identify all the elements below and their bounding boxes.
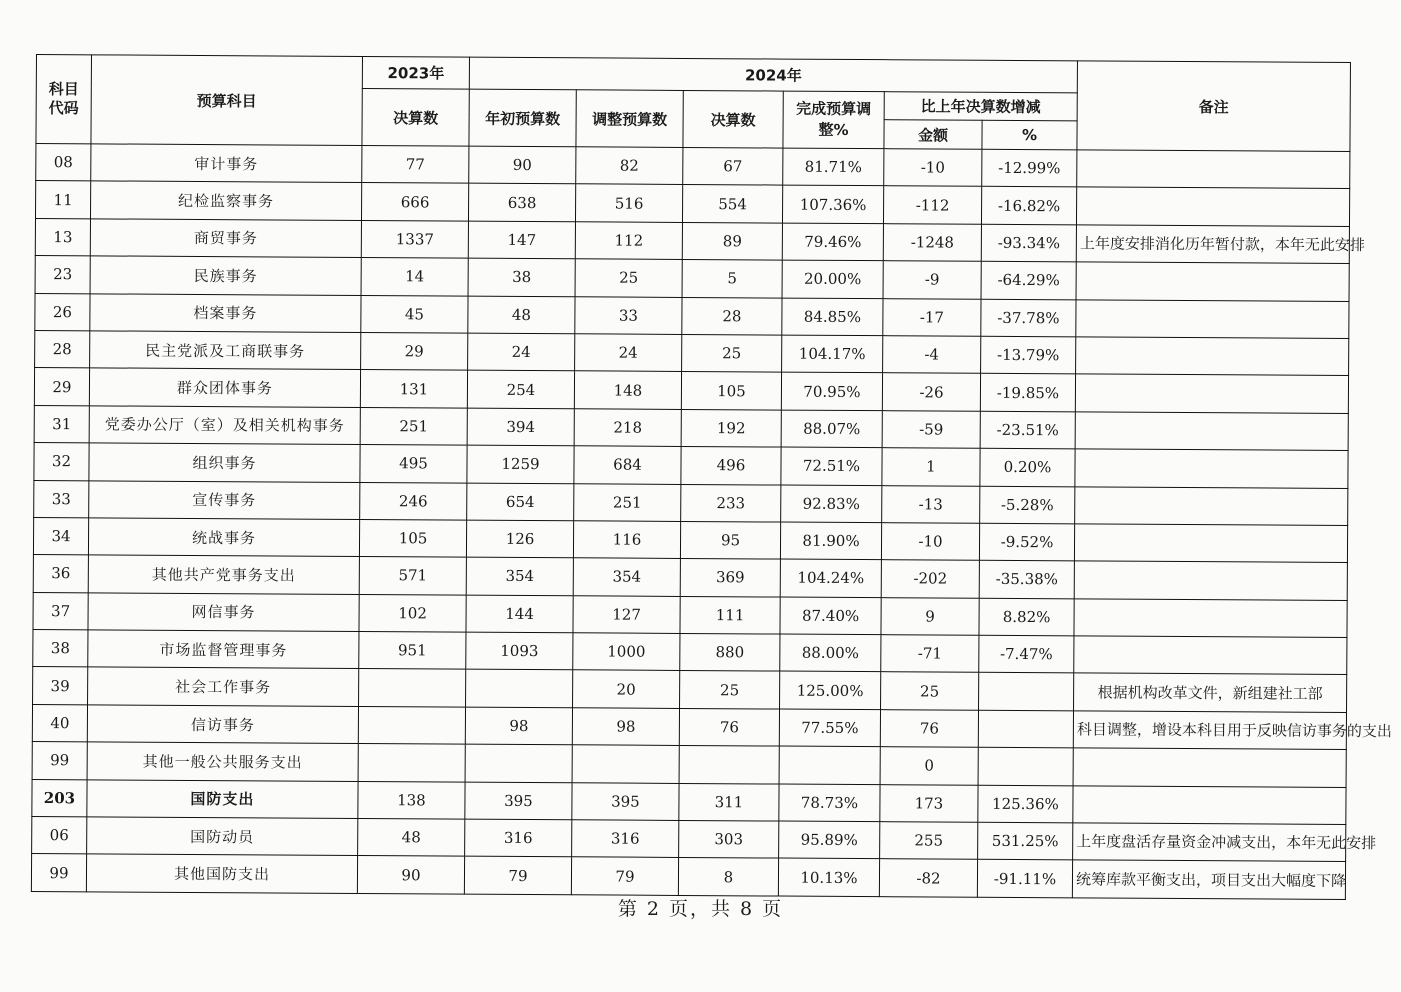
cell-final-2023: 131 [360, 370, 467, 408]
cell-subject-name: 统战事务 [88, 518, 359, 557]
cell-change-pct: -93.34% [981, 224, 1076, 262]
cell-change-pct: 0.20% [980, 448, 1075, 486]
cell-subject-name: 网信事务 [88, 593, 359, 632]
cell-final-2024: 192 [681, 409, 781, 447]
cell-change-pct: -5.28% [980, 486, 1075, 524]
cell-change-pct: -16.82% [981, 187, 1076, 225]
cell-change-pct [978, 748, 1073, 786]
page-number: 第 2 页，共 8 页 [617, 898, 784, 920]
cell-adjusted-budget: 684 [574, 446, 681, 484]
cell-remark [1075, 374, 1348, 413]
cell-completion-pct: 81.90% [780, 522, 881, 560]
header-year-2023: 2023年 [362, 56, 469, 89]
cell-subject-code: 06 [32, 817, 87, 855]
cell-subject-code: 08 [36, 144, 91, 182]
cell-final-2024: 95 [680, 521, 780, 559]
cell-final-2023: 495 [360, 445, 467, 483]
cell-subject-code: 23 [35, 256, 90, 294]
cell-change-amount: -1248 [883, 223, 981, 261]
cell-final-2024: 5 [682, 260, 782, 298]
cell-completion-pct: 104.17% [782, 335, 883, 373]
header-change-pct: % [982, 120, 1077, 150]
cell-change-pct: -35.38% [979, 561, 1074, 599]
cell-adjusted-budget: 354 [573, 558, 680, 596]
header-year-2024: 2024年 [469, 57, 1077, 93]
cell-remark [1073, 748, 1346, 787]
cell-initial-budget: 394 [467, 408, 574, 446]
cell-final-2023: 29 [361, 332, 468, 370]
cell-change-pct: -64.29% [981, 261, 1076, 299]
header-initial-budget: 年初预算数 [469, 89, 576, 147]
cell-adjusted-budget [572, 745, 679, 783]
cell-final-2023: 14 [361, 258, 468, 296]
cell-subject-name: 国防动员 [87, 817, 358, 856]
cell-subject-code: 36 [33, 555, 88, 593]
cell-initial-budget: 126 [466, 520, 573, 558]
cell-final-2024: 111 [680, 596, 780, 634]
cell-adjusted-budget: 33 [575, 296, 682, 334]
cell-completion-pct: 10.13% [778, 858, 879, 896]
cell-adjusted-budget: 116 [573, 521, 680, 559]
cell-subject-code: 99 [31, 854, 86, 892]
cell-final-2024: 25 [682, 334, 782, 372]
header-remark: 备注 [1077, 61, 1351, 152]
cell-remark [1074, 524, 1347, 563]
cell-completion-pct: 88.07% [781, 410, 882, 448]
cell-adjusted-budget: 79 [571, 857, 678, 895]
cell-remark [1074, 561, 1347, 600]
cell-remark: 根据机构改革文件，新组建社工部 [1074, 673, 1347, 712]
cell-change-amount: -13 [882, 485, 980, 523]
header-completion: 完成预算调整% [783, 91, 884, 149]
cell-subject-code: 39 [33, 667, 88, 705]
cell-subject-name: 民族事务 [90, 256, 361, 295]
cell-initial-budget: 654 [467, 483, 574, 521]
cell-final-2024: 28 [682, 297, 782, 335]
cell-final-2023: 251 [360, 407, 467, 445]
cell-change-pct: -12.99% [982, 149, 1077, 187]
cell-completion-pct: 81.71% [783, 148, 884, 186]
cell-remark [1076, 299, 1349, 338]
cell-final-2024: 554 [682, 185, 782, 223]
cell-subject-name: 民主党派及工商联事务 [90, 331, 361, 370]
cell-subject-code: 37 [33, 592, 88, 630]
cell-remark: 上年度安排消化历年暂付款，本年无此安排 [1076, 225, 1349, 264]
cell-adjusted-budget: 127 [573, 595, 680, 633]
cell-subject-code: 33 [34, 480, 89, 518]
cell-adjusted-budget: 24 [575, 334, 682, 372]
header-change-amount: 金额 [884, 120, 982, 150]
cell-change-amount: 0 [880, 747, 978, 785]
cell-final-2023 [358, 706, 465, 744]
cell-completion-pct: 72.51% [781, 447, 882, 485]
cell-subject-name: 市场监督管理事务 [88, 630, 359, 669]
cell-remark: 科目调整，增设本科目用于反映信访事务的支出 [1073, 711, 1346, 750]
cell-adjusted-budget: 98 [572, 708, 679, 746]
cell-remark [1074, 599, 1347, 638]
cell-subject-code: 31 [34, 405, 89, 443]
cell-final-2023: 1337 [361, 220, 468, 258]
cell-change-amount: -112 [883, 186, 981, 224]
cell-initial-budget: 90 [469, 146, 576, 184]
cell-final-2023 [358, 744, 465, 782]
cell-adjusted-budget: 251 [574, 483, 681, 521]
cell-adjusted-budget: 148 [574, 371, 681, 409]
cell-completion-pct: 125.00% [780, 672, 881, 710]
cell-subject-name: 信访事务 [87, 705, 358, 744]
cell-adjusted-budget: 516 [575, 184, 682, 222]
cell-change-amount: -10 [881, 523, 979, 561]
cell-initial-budget: 638 [468, 184, 575, 222]
cell-initial-budget [465, 744, 572, 782]
cell-final-2024: 67 [683, 147, 783, 185]
cell-final-2024: 89 [682, 222, 782, 260]
cell-completion-pct: 92.83% [781, 485, 882, 523]
cell-change-amount: -10 [884, 149, 982, 187]
cell-final-2023: 90 [357, 856, 464, 894]
cell-change-amount: 173 [880, 784, 978, 822]
cell-final-2024: 105 [681, 372, 781, 410]
cell-subject-name: 其他共产党事务支出 [88, 555, 359, 594]
cell-remark: 统筹库款平衡支出，项目支出大幅度下降 [1072, 860, 1345, 899]
cell-change-pct [978, 710, 1073, 748]
cell-adjusted-budget: 316 [572, 820, 679, 858]
cell-final-2024: 76 [679, 708, 779, 746]
cell-change-amount: 1 [882, 448, 980, 486]
cell-initial-budget: 1259 [467, 445, 574, 483]
cell-change-amount: -4 [883, 336, 981, 374]
cell-initial-budget: 395 [465, 782, 572, 820]
cell-remark [1077, 150, 1350, 189]
cell-adjusted-budget: 218 [574, 409, 681, 447]
cell-change-amount: -82 [879, 859, 977, 897]
cell-subject-code: 40 [32, 704, 87, 742]
cell-initial-budget: 24 [468, 333, 575, 371]
cell-initial-budget: 254 [467, 370, 574, 408]
cell-change-amount: 25 [881, 672, 979, 710]
cell-remark [1075, 449, 1348, 488]
table-body [31, 144, 1392, 900]
cell-subject-name: 审计事务 [91, 144, 362, 183]
budget-table [31, 54, 1392, 900]
cell-change-pct: 125.36% [978, 785, 1073, 823]
cell-subject-code: 32 [34, 443, 89, 481]
cell-remark [1074, 636, 1347, 675]
cell-change-pct: 531.25% [978, 822, 1073, 860]
cell-subject-code: 34 [33, 517, 88, 555]
cell-change-amount: -17 [883, 298, 981, 336]
cell-change-pct: -37.78% [981, 299, 1076, 337]
header-code: 科目 代码 [36, 55, 92, 144]
cell-final-2023: 571 [359, 557, 466, 595]
cell-adjusted-budget: 1000 [573, 633, 680, 671]
cell-change-pct: -13.79% [981, 336, 1076, 374]
cell-completion-pct: 78.73% [779, 784, 880, 822]
cell-final-2023: 246 [360, 482, 467, 520]
cell-remark [1076, 187, 1349, 226]
cell-initial-budget: 98 [465, 707, 572, 745]
cell-final-2024: 496 [681, 447, 781, 485]
cell-initial-budget: 147 [468, 221, 575, 259]
cell-adjusted-budget: 20 [573, 670, 680, 708]
cell-adjusted-budget: 82 [576, 147, 683, 185]
cell-final-2024: 303 [679, 820, 779, 858]
cell-completion-pct: 79.46% [782, 223, 883, 261]
cell-subject-name: 组织事务 [89, 443, 360, 482]
cell-change-pct: -19.85% [980, 374, 1075, 412]
cell-subject-code: 11 [35, 181, 90, 219]
cell-final-2023: 666 [361, 183, 468, 221]
cell-subject-code: 26 [35, 293, 90, 331]
cell-completion-pct: 20.00% [782, 260, 883, 298]
cell-initial-budget: 316 [465, 819, 572, 857]
cell-change-amount: -59 [882, 410, 980, 448]
cell-final-2024 [679, 746, 779, 784]
cell-remark [1075, 486, 1348, 525]
cell-remark [1073, 785, 1346, 824]
header-change-group: 比上年决算数增减 [884, 92, 1077, 121]
cell-change-amount: -9 [883, 261, 981, 299]
cell-final-2024: 25 [680, 671, 780, 709]
cell-change-pct: -9.52% [979, 523, 1074, 561]
cell-subject-code: 38 [33, 630, 88, 668]
cell-change-amount: 76 [880, 710, 978, 748]
header-subject: 预算科目 [91, 55, 363, 146]
cell-completion-pct: 104.24% [780, 559, 881, 597]
cell-change-pct: -23.51% [980, 411, 1075, 449]
cell-completion-pct [779, 746, 880, 784]
cell-subject-name: 党委办公厅（室）及相关机构事务 [89, 406, 360, 445]
cell-subject-code: 99 [32, 742, 87, 780]
cell-initial-budget: 79 [464, 857, 571, 895]
cell-change-amount: 9 [881, 597, 979, 635]
cell-initial-budget: 1093 [466, 632, 573, 670]
table-row [31, 854, 1345, 899]
cell-final-2024: 880 [680, 634, 780, 672]
cell-final-2023: 45 [361, 295, 468, 333]
cell-final-2023: 951 [359, 632, 466, 670]
cell-subject-name: 商贸事务 [90, 219, 361, 258]
table-header [36, 55, 1351, 152]
cell-subject-name: 其他一般公共服务支出 [87, 742, 358, 781]
cell-final-2023: 138 [358, 781, 465, 819]
cell-remark [1075, 412, 1348, 451]
cell-completion-pct: 95.89% [779, 821, 880, 859]
cell-subject-name: 群众团体事务 [89, 368, 360, 407]
cell-completion-pct: 87.40% [780, 597, 881, 635]
cell-final-2024: 8 [678, 858, 778, 896]
cell-initial-budget: 38 [468, 258, 575, 296]
cell-final-2024: 369 [680, 559, 780, 597]
cell-initial-budget: 144 [466, 595, 573, 633]
cell-subject-code: 13 [35, 218, 90, 256]
cell-final-2023: 105 [359, 519, 466, 557]
cell-change-amount: 255 [880, 822, 978, 860]
cell-final-2024: 311 [679, 783, 779, 821]
cell-remark [1076, 337, 1349, 376]
cell-subject-code: 29 [34, 368, 89, 406]
cell-subject-name: 档案事务 [90, 293, 361, 332]
header-2023-final: 决算数 [362, 88, 469, 146]
cell-subject-code: 203 [32, 779, 87, 817]
cell-change-pct [979, 673, 1074, 711]
cell-subject-name: 纪检监察事务 [90, 181, 361, 220]
cell-final-2023 [359, 669, 466, 707]
cell-subject-name: 宣传事务 [89, 480, 360, 519]
cell-subject-name: 其他国防支出 [86, 854, 357, 893]
cell-completion-pct: 84.85% [782, 298, 883, 336]
cell-change-pct: -91.11% [977, 860, 1072, 898]
cell-adjusted-budget: 395 [572, 782, 679, 820]
cell-change-pct: -7.47% [979, 635, 1074, 673]
cell-remark: 上年度盘活存量资金冲减支出，本年无此安排 [1073, 823, 1346, 862]
cell-final-2023: 102 [359, 594, 466, 632]
cell-remark [1076, 262, 1349, 301]
cell-final-2023: 77 [362, 145, 469, 183]
cell-change-amount: -202 [881, 560, 979, 598]
cell-completion-pct: 70.95% [781, 372, 882, 410]
cell-final-2024: 233 [681, 484, 781, 522]
cell-subject-name: 国防支出 [87, 779, 358, 818]
cell-adjusted-budget: 25 [575, 259, 682, 297]
cell-change-pct: 8.82% [979, 598, 1074, 636]
cell-completion-pct: 77.55% [779, 709, 880, 747]
cell-completion-pct: 107.36% [782, 185, 883, 223]
cell-adjusted-budget: 112 [575, 222, 682, 260]
header-adjusted-budget: 调整预算数 [576, 90, 683, 148]
cell-initial-budget [466, 670, 573, 708]
header-2024-final: 决算数 [683, 90, 783, 148]
cell-initial-budget: 48 [468, 296, 575, 334]
cell-final-2023: 48 [358, 819, 465, 857]
cell-subject-name: 社会工作事务 [88, 667, 359, 706]
cell-subject-code: 28 [35, 330, 90, 368]
cell-change-amount: -71 [881, 635, 979, 673]
cell-completion-pct: 88.00% [780, 634, 881, 672]
cell-initial-budget: 354 [466, 557, 573, 595]
cell-change-amount: -26 [882, 373, 980, 411]
